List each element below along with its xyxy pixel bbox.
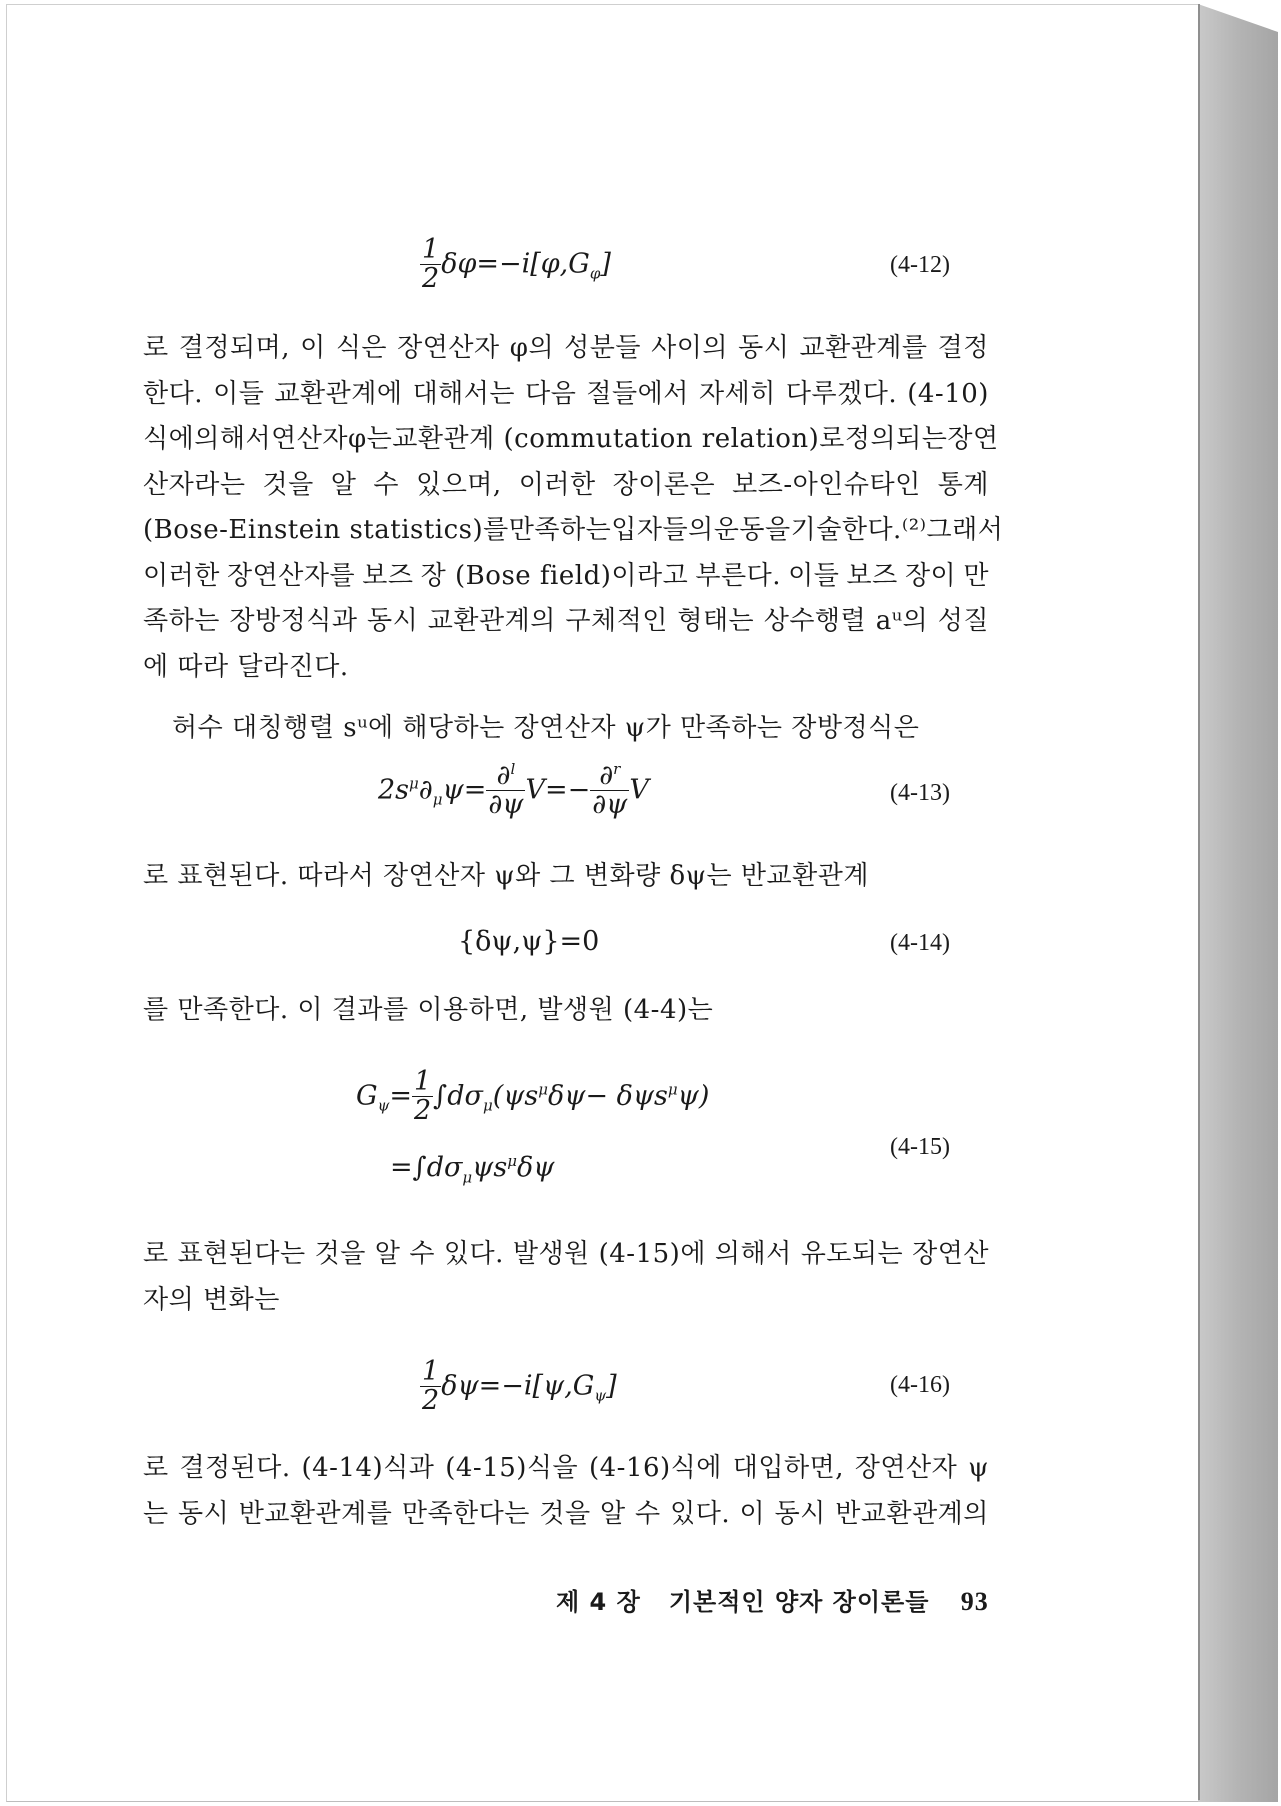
word: 있다. xyxy=(443,1239,504,1269)
equation-4-14: {δψ,ψ}=0 xyxy=(458,926,600,957)
word: φ의 xyxy=(509,333,555,363)
fraction: $\frac{1}{2}$ xyxy=(413,1066,432,1127)
word: 유도되는 xyxy=(800,1239,904,1269)
word: 기술한다.⁽²⁾ xyxy=(790,515,927,545)
word: 한다. xyxy=(143,378,203,409)
word: (4-14)식과 xyxy=(301,1453,435,1483)
word: 수 xyxy=(409,1239,435,1269)
word: 이러한 xyxy=(518,469,596,500)
word: 자의 변화는 xyxy=(143,1284,280,1315)
word: (4-15)에 xyxy=(598,1239,706,1269)
word: 식에 xyxy=(143,424,195,454)
word: 반교환관계의 xyxy=(835,1498,989,1529)
word: 발생원 xyxy=(512,1239,590,1269)
word: 그래서 xyxy=(926,515,1004,545)
word: 것을 xyxy=(314,1239,366,1269)
word: 대해서는 xyxy=(412,378,516,409)
equation-number: (4-13) xyxy=(890,780,950,806)
text-line xyxy=(143,556,989,596)
word: 식은 xyxy=(335,333,388,363)
word: 의해서 xyxy=(714,1239,792,1269)
word: 이러한 xyxy=(143,560,220,591)
word: 연산자 xyxy=(271,424,348,454)
equation-number: (4-14) xyxy=(890,930,950,956)
word: 상수행렬 xyxy=(763,606,867,636)
word: 다루겠다. xyxy=(785,378,898,409)
word: 동시 xyxy=(178,1498,230,1529)
word: aᵘ의 xyxy=(875,606,929,636)
word: 동시 xyxy=(366,606,419,636)
word: 수 xyxy=(373,469,400,500)
equation-number: (4-16) xyxy=(890,1372,950,1398)
word: 입자들의 xyxy=(611,515,714,545)
word: (4-15)식을 xyxy=(445,1453,579,1483)
word: 있다. xyxy=(670,1498,731,1529)
word: 알 xyxy=(330,469,357,500)
word: 알 xyxy=(374,1239,401,1269)
word: 알 xyxy=(600,1498,626,1529)
word: 로 xyxy=(143,1453,169,1483)
equation-4-13: $2s^\mu\partial_\mu\psi=$ $\frac{\partial^l}{\partial\psi}$ V=− $\frac{\partial^r}{\partial\psi}$ V xyxy=(378,760,649,821)
text-line xyxy=(143,1280,989,1320)
word: 정의되는 xyxy=(844,424,948,454)
page-footer xyxy=(556,1582,989,1617)
word: 이들 xyxy=(213,378,265,409)
text-line xyxy=(143,1448,989,1488)
book-edge xyxy=(1198,4,1278,1802)
word: 표현된다는 xyxy=(177,1239,306,1269)
word: 는 xyxy=(143,1498,169,1529)
word: 대입하면, xyxy=(732,1453,844,1483)
word: 장연산자 xyxy=(397,333,500,363)
word: 만 xyxy=(963,560,989,591)
text-line xyxy=(143,510,1004,550)
word: 로 xyxy=(143,333,169,363)
word: 결정 xyxy=(937,333,989,363)
page-number: 93 xyxy=(960,1587,989,1616)
word: 결정되며, xyxy=(178,333,290,363)
equation-4-15-line-1: $G_\psi=$ $\frac{1}{2}$ $\int d\sigma_\mu(\psi s^\mu\delta\psi- \delta\psi s^\mu\psi)$ xyxy=(356,1066,710,1127)
word: 에 따라 달라진다. xyxy=(143,651,349,682)
word: 부른다. xyxy=(695,560,781,591)
text-line xyxy=(143,465,989,505)
text-line xyxy=(143,647,989,687)
fraction: $\frac{1}{2}$ xyxy=(422,1356,440,1417)
word: 의해서 xyxy=(194,424,272,454)
word: 보즈 xyxy=(846,560,898,591)
equation-4-16: $\frac{1}{2}$ $\delta\psi=-i[\psi,G_\psi]$ xyxy=(422,1356,617,1417)
text-line xyxy=(143,1494,989,1534)
word: 로 xyxy=(143,1239,169,1269)
word: 절들에서 xyxy=(586,378,689,409)
word: 것을 xyxy=(262,469,314,500)
word: 족하는 xyxy=(143,606,220,636)
word: φ는 xyxy=(347,424,393,454)
word: 이 xyxy=(739,1498,766,1529)
word: 장연산 xyxy=(912,1239,989,1269)
text-line xyxy=(143,601,989,641)
word: 이 xyxy=(300,333,326,363)
word: 결정된다. xyxy=(179,1453,291,1483)
word: 동시 xyxy=(774,1498,826,1529)
word: 만족하는 xyxy=(508,515,612,545)
equation-4-12: $\frac{1}{2}$ $\delta\varphi=-i[\varphi,G_\varphi]$ xyxy=(422,234,611,295)
word: 운동을 xyxy=(713,515,791,545)
word: 장 (Bose field)이라고 xyxy=(420,560,689,591)
word: 장연산자를 xyxy=(227,560,356,591)
word: 만족한다는 xyxy=(401,1498,530,1529)
word: 구체적인 xyxy=(565,606,668,636)
word: 교환관계의 xyxy=(427,606,556,636)
word: 교환관계에 xyxy=(274,378,403,409)
equation-number: (4-15) xyxy=(890,1134,950,1160)
word: 통계 xyxy=(937,469,989,500)
fraction: $\frac{1}{2}$ xyxy=(422,234,440,295)
word: 수 xyxy=(635,1498,661,1529)
paragraph-4: 를 만족한다. 이 결과를 이용하면, 발생원 (4-4)는 xyxy=(143,995,714,1025)
word: 보즈-아인슈타인 xyxy=(732,469,921,500)
word: (Bose-Einstein statistics)를 xyxy=(143,515,509,545)
word: 형태는 xyxy=(677,606,755,636)
word: 성분들 xyxy=(564,333,642,363)
text-line xyxy=(143,419,999,459)
word: 장이 xyxy=(904,560,957,591)
word: 장연 xyxy=(947,424,999,454)
word: 동시 xyxy=(738,333,790,363)
paragraph-2: 허수 대칭행렬 sᵘ에 해당하는 장연산자 ψ가 만족하는 장방정식은 xyxy=(172,713,920,743)
equation-number: (4-12) xyxy=(890,252,950,278)
word: 이들 xyxy=(788,560,840,591)
book-edge-line xyxy=(1198,4,1200,1800)
paragraph-3: 로 표현된다. 따라서 장연산자 ψ와 그 변화량 δψ는 반교환관계 xyxy=(143,861,869,891)
word: 자세히 xyxy=(698,378,776,409)
word: 장이론은 xyxy=(612,469,716,500)
text-line xyxy=(143,374,989,414)
text-line xyxy=(143,1234,989,1274)
fraction: $\frac{\partial^l}{\partial\psi}$ xyxy=(488,760,524,821)
word: (4-10) xyxy=(907,378,989,409)
word: (4-16)식에 xyxy=(588,1453,722,1483)
word: 교환관계를 xyxy=(799,333,928,363)
chapter-title: 기본적인 양자 장이론들 xyxy=(668,1588,930,1616)
chapter-label: 제 4 장 xyxy=(556,1588,641,1616)
word: 다음 xyxy=(525,378,577,409)
word: 것을 xyxy=(539,1498,591,1529)
word: 장연산자 xyxy=(854,1453,958,1483)
word: 성질 xyxy=(937,606,989,636)
fraction: $\frac{\partial^r}{\partial\psi}$ xyxy=(592,760,628,821)
word: 산자라는 xyxy=(143,469,246,500)
word: 교환관계 (commutation relation)로 xyxy=(392,424,845,454)
word: 있으며, xyxy=(416,469,502,500)
word: 장방정식과 xyxy=(229,606,358,636)
word: 보즈 xyxy=(362,560,414,591)
word: 반교환관계를 xyxy=(238,1498,393,1529)
equation-4-15-line-2: $=\int d\sigma_\mu\psi s^\mu\delta\psi$ xyxy=(390,1152,555,1187)
text-line xyxy=(143,328,989,368)
word: ψ xyxy=(968,1453,989,1483)
word: 사이의 xyxy=(651,333,728,363)
